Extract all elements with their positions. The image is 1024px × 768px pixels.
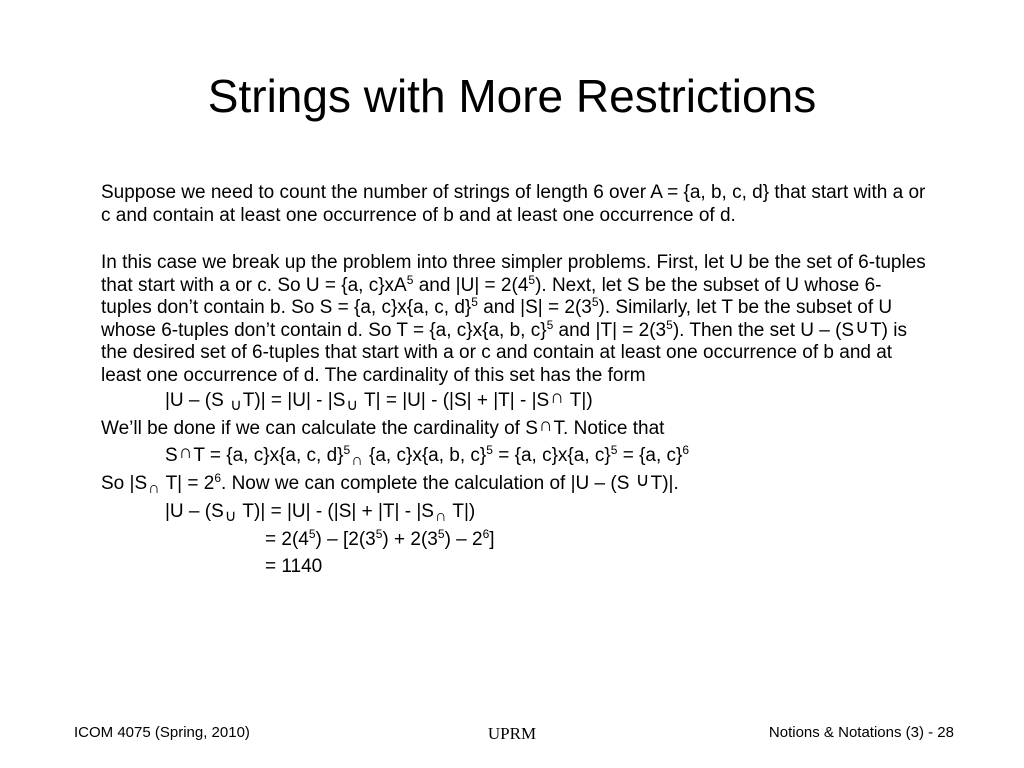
formula-calculation-step1 [101,498,931,526]
exponent: 6 [214,471,222,485]
paragraph-approach [101,252,931,387]
union-symbol: ∪ [346,397,359,414]
text-run: ). Similarly, let T be the subset of U whose 6-tuples don’t contain d. So T = {a, c}x{a, b, c} [101,297,893,341]
exponent: 5 [343,443,351,457]
intersect-symbol: ∩ [538,415,553,436]
text-run: |U – (S [165,390,230,411]
text-run: = {a, c}x{a, c} [492,445,611,466]
text-run: T = {a, c}x{a, c, d} [193,445,344,466]
text-run: T)| = |U| - |S [242,390,346,411]
footer-page-label: Notions & Notations (3) - 28 [768,724,954,741]
exponent: 5 [610,443,618,457]
footer-institution: UPRM [487,724,537,743]
text-run: T|) [564,390,593,411]
formula-result: = 1140 [265,556,323,577]
text-run: = 2(4 [265,529,309,550]
exponent: 6 [682,443,690,457]
text-run: ] [489,529,495,550]
text-run: {a, c}x{a, b, c} [363,445,487,466]
union-symbol: ∪ [230,397,242,414]
formula-cardinality-form [101,387,931,415]
paragraph-problem: Suppose we need to count the number of strings of length 6 over A = {a, b, c, d} that start with a or c and contain at least one occurrence of b and at least one occurrence of d. [101,182,926,226]
text-run: T| = 2 [160,473,215,494]
intersect-symbol: ∩ [178,442,193,463]
text-run: S [165,445,178,466]
text-line-so [101,470,931,498]
text-run: T)|. [650,473,679,494]
exponent: 5 [406,272,414,287]
exponent: 5 [486,443,493,457]
text-run: and |U| = 2(4 [413,274,529,296]
text-run: . Now we can complete the calculation of |U – (S [221,473,635,494]
intersect-symbol: ∩ [550,387,564,408]
exponent: 5 [546,317,554,332]
text-run: T|) [447,501,476,522]
text-run: T) is the desired set of 6-tuples that start with a or c and contain at least one occurrence of b and at least one occurrence of d. The cardinality of this set has the form [101,319,907,386]
exponent: 5 [308,527,316,541]
exponent: 5 [375,527,383,541]
text-run: ) + 2(3 [382,529,438,550]
text-run: In this case we break up the problem into three simpler problems. First, let U be the set of 6-tuples that start with a or c. So U = {a, c}xA [101,252,926,296]
union-symbol: ∪ [224,508,237,525]
slide-body [101,182,931,580]
intersect-symbol: ∩ [434,508,447,525]
text-run: We’ll be done if we can calculate the cardinality of S [101,418,538,439]
exponent: 5 [666,317,673,332]
exponent: 5 [528,272,536,287]
text-run: = {a, c} [617,445,683,466]
union-symbol: ∪ [855,316,870,338]
text-run: |U – (S [165,501,224,522]
exponent: 5 [471,295,478,309]
formula-intersection [101,442,931,470]
exponent: 6 [482,527,490,541]
text-run: T. Notice that [553,418,665,439]
text-run: and |T| = 2(3 [553,319,667,341]
text-run: T)| = |U| - (|S| + |T| - |S [237,501,434,522]
text-run: T| = |U| - (|S| + |T| - |S [359,390,550,411]
text-line-done [101,415,931,442]
footer-course: ICOM 4075 (Spring, 2010) [74,724,250,741]
slide-title: Strings with More Restrictions [207,70,817,122]
text-run: ). Then the set U – (S [672,319,855,341]
text-run: ). Next, let S be the subset of U whose 6-tuples don’t contain b. So S = {a, c}x{a, c, d} [101,274,882,318]
exponent: 5 [437,527,445,541]
exponent: 5 [591,295,599,309]
text-run: ) – 2 [444,529,483,550]
text-run: and |S| = 2(3 [477,297,592,318]
text-run: ) – [2(3 [315,529,376,550]
text-run: So |S [101,473,148,494]
union-symbol: ∪ [635,470,650,491]
formula-calculation-step2 [101,526,931,553]
intersect-symbol: ∩ [148,480,160,497]
intersect-symbol: ∩ [351,452,363,469]
paragraph-spacer [101,227,931,252]
